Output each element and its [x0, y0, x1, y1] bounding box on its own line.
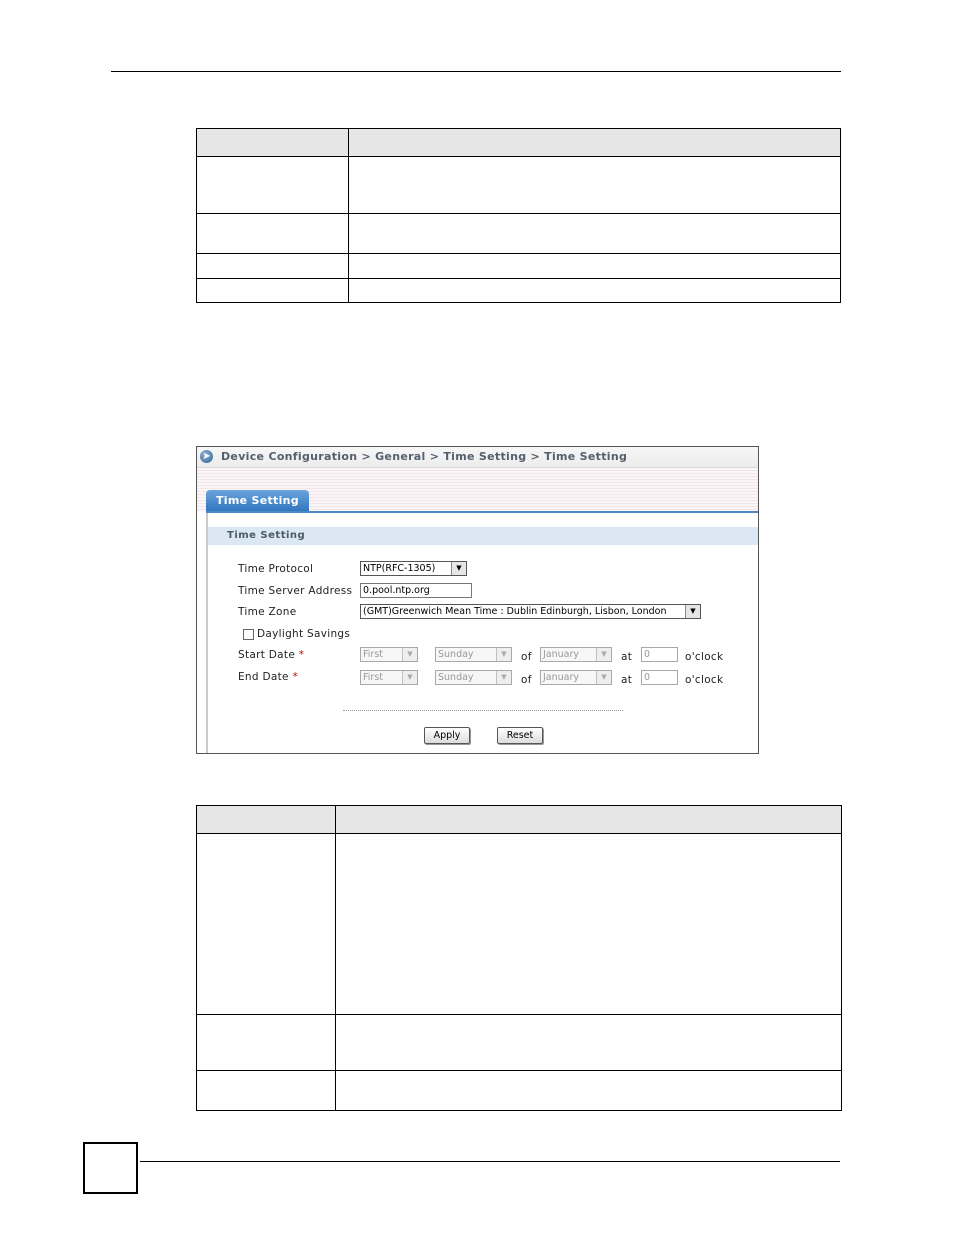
time-protocol-label: Time Protocol	[238, 563, 314, 575]
chevron-down-icon: ▼	[596, 671, 611, 684]
end-date-text: End Date	[238, 671, 289, 683]
start-date-label	[238, 649, 304, 661]
breadcrumb: Device Configuration > General > Time Setting > Time Setting	[221, 450, 628, 463]
breadcrumb-bar	[197, 447, 758, 468]
table-header-cell	[197, 806, 336, 834]
apply-button[interactable]: Apply	[424, 727, 470, 744]
time-protocol-value: NTP(RFC-1305)	[363, 563, 436, 574]
header-rule	[111, 71, 841, 72]
chevron-down-icon: ▼	[685, 605, 700, 618]
end-day-value: Sunday	[438, 672, 474, 683]
table-cell	[349, 214, 841, 254]
table-cell	[197, 1015, 336, 1071]
reset-button[interactable]: Reset	[497, 727, 543, 744]
table-cell	[197, 254, 349, 279]
end-month-value: January	[543, 672, 580, 683]
table-cell	[197, 157, 349, 214]
table-cell	[336, 1015, 842, 1071]
chevron-down-icon: ▼	[402, 648, 417, 661]
end-month-select[interactable]	[540, 670, 612, 685]
chevron-down-icon: ▼	[496, 671, 511, 684]
table-cell	[197, 214, 349, 254]
start-month-select[interactable]	[540, 647, 612, 662]
table-cell	[349, 157, 841, 214]
top-table	[196, 128, 841, 303]
table-header-cell	[336, 806, 842, 834]
table-cell	[349, 279, 841, 303]
tab-underline	[206, 511, 758, 513]
chevron-down-icon: ▼	[402, 671, 417, 684]
end-at-label: at	[621, 674, 633, 686]
time-zone-select[interactable]	[360, 604, 701, 619]
end-date-label	[238, 671, 298, 683]
daylight-savings-label: Daylight Savings	[257, 628, 351, 640]
end-of-label: of	[521, 674, 532, 686]
content-left-border	[206, 513, 208, 754]
table-cell	[197, 1071, 336, 1111]
chevron-down-icon: ▼	[496, 648, 511, 661]
time-zone-label: Time Zone	[238, 606, 297, 618]
time-zone-value: (GMT)Greenwich Mean Time : Dublin Edinburgh, Lisbon, London	[363, 606, 667, 617]
table-cell	[197, 834, 336, 1015]
required-mark: *	[298, 649, 305, 661]
time-server-address-label: Time Server Address	[238, 585, 353, 597]
page-number-box	[83, 1142, 138, 1194]
start-day-select[interactable]	[435, 647, 512, 662]
table-cell	[349, 254, 841, 279]
end-week-select[interactable]	[360, 670, 418, 685]
start-hour-input[interactable]: 0	[641, 647, 678, 662]
table-header-cell	[349, 129, 841, 157]
start-of-label: of	[521, 651, 532, 663]
chevron-down-icon: ▼	[596, 648, 611, 661]
chevron-down-icon: ▼	[451, 562, 466, 575]
divider	[343, 710, 623, 711]
tab-time-setting[interactable]: Time Setting	[206, 490, 309, 512]
table-cell	[336, 834, 842, 1015]
bottom-table	[196, 805, 842, 1111]
start-oclock-label: o'clock	[685, 651, 724, 663]
start-week-value: First	[363, 649, 383, 660]
arrow-circle-icon: ➤	[200, 450, 213, 463]
section-title: Time Setting	[227, 530, 306, 541]
end-week-value: First	[363, 672, 383, 683]
daylight-savings-checkbox[interactable]	[243, 629, 254, 640]
start-date-text: Start Date	[238, 649, 296, 661]
section-header	[208, 527, 758, 545]
end-hour-input[interactable]: 0	[641, 670, 678, 685]
table-header-cell	[197, 129, 349, 157]
start-week-select[interactable]	[360, 647, 418, 662]
footer-rule	[140, 1161, 840, 1162]
table-cell	[336, 1071, 842, 1111]
time-setting-screenshot	[196, 446, 759, 754]
end-oclock-label: o'clock	[685, 674, 724, 686]
required-mark: *	[292, 671, 298, 683]
start-at-label: at	[621, 651, 633, 663]
time-server-address-input[interactable]: 0.pool.ntp.org	[360, 583, 472, 598]
start-month-value: January	[543, 649, 580, 660]
time-protocol-select[interactable]	[360, 561, 467, 576]
end-day-select[interactable]	[435, 670, 512, 685]
table-cell	[197, 279, 349, 303]
start-day-value: Sunday	[438, 649, 474, 660]
